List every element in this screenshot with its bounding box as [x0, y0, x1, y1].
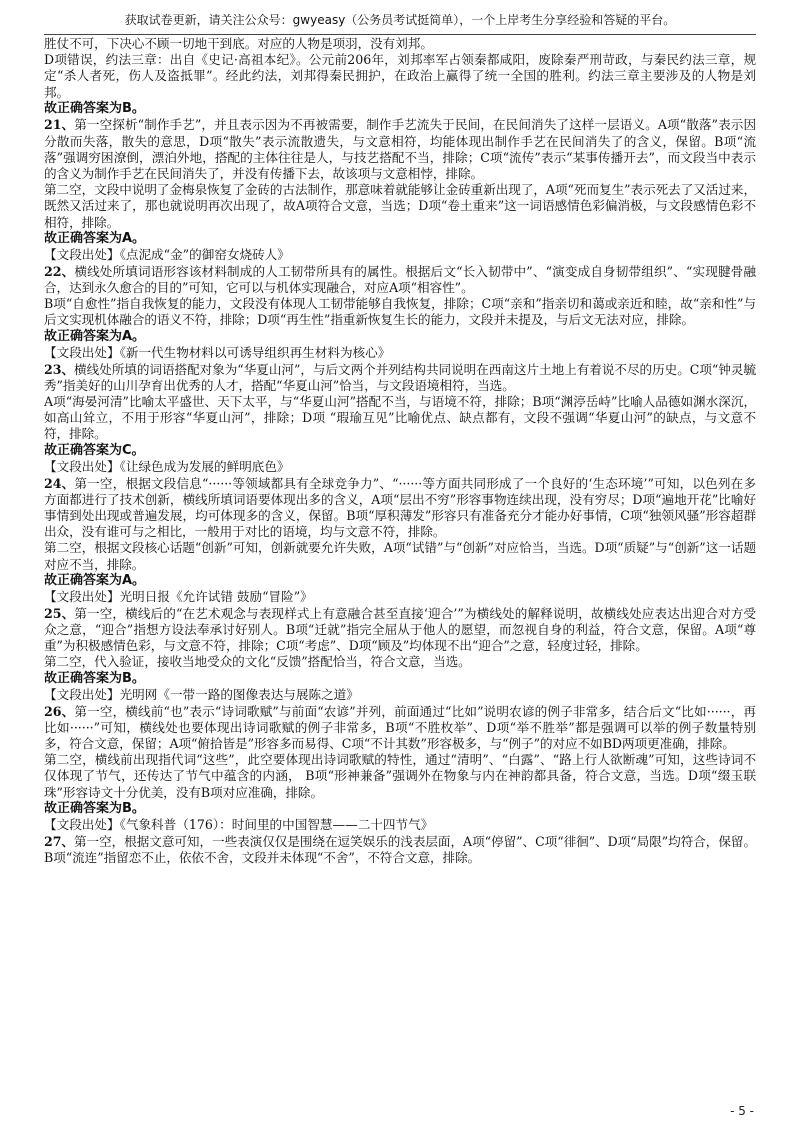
explanation-paragraph [44, 296, 756, 328]
explanation-paragraph [44, 36, 756, 52]
question-paragraph [44, 362, 756, 394]
question-paragraph [44, 264, 756, 296]
question-number: 26、 [44, 703, 75, 719]
explanation-paragraph [44, 394, 756, 443]
answer-line: 故正确答案为B。 [44, 100, 145, 116]
explanation-paragraph [44, 182, 756, 231]
question-number: 23、 [44, 361, 75, 377]
paragraph-text: 第一空，根据文意可知，一些表演仅仅是围绕在逗笑娱乐的浅表层面，A项“停留”、C项“徘徊”、D项“局限”均符合，保留。B项“流连”指留恋不止，依依不舍，文段并未体现“不舍”，不符合文意，排除。 [44, 833, 756, 866]
source-citation: 【文段出处】《让绿色成为发展的鲜明底色》 [44, 459, 290, 475]
question-paragraph [44, 476, 756, 541]
source-citation: 【文段出处】《气象科普（176）：时间里的中国智慧——二十四节气》 [44, 817, 434, 833]
paragraph-text: 第二空，横线前出现指代词“这些”，此空要体现出诗词歌赋的特性，通过“清明”、“白露”、“路上行人欲断魂”可知，这些诗词不仅体现了节气，还传达了节气中蕴含的内涵， B项“形神兼备”强调外在物象与内在神韵都具备，符合文意，当选。D项“缀玉联珠”形容诗文十分优美，没有B项对应准确，排除。 [44, 752, 756, 800]
paragraph-text: 第一空，横线前“也”表示“诗词歌赋”与前面“农谚”并列，前面通过“比如”说明农谚的例子非常多，结合后文“比如······，再比如······”可知，横线处也要体现出诗词歌赋的例子非常多，B项“不胜枚举”、D项“举不胜举”都是强调可以举的例子数量特别多，符合文意，保留；A项“俯拾皆是”形容多而易得、C项“不计其数”形容极多，与“例子”的对应不如BD两项更准确，排除。 [44, 703, 756, 751]
paragraph-text: 第二空，代入验证，接收当地受众的文化“反馈”搭配恰当，符合文意，当选。 [44, 654, 471, 670]
question-number: 21、 [44, 117, 75, 133]
question-number: 27、 [44, 833, 74, 849]
source-citation: 【文段出处】光明网《一带一路的图像表达与展陈之道》 [44, 687, 359, 703]
paragraph-text: A项“海晏河清”比喻太平盛世、天下太平，与“华夏山河”搭配不当，与语境不符，排除；B项“渊渟岳峙”比喻人品德如渊水深沉，如高山耸立，不用于形容“华夏山河”，排除；D项 “瑕瑜互见”比喻优点、缺点都有，文段不强调“华夏山河”的缺点，与文意不符，排除。 [44, 393, 756, 442]
page-header: 获取试卷更新，请关注公众号：gwyeasy（公务员考试挺简单），一个上岸考生分享经验和答疑的平台。 [44, 8, 756, 35]
source-citation: 【文段出处】《新一代生物材料以可诱导组织再生材料为核心》 [44, 345, 391, 361]
question-number: 22、 [44, 263, 75, 279]
paragraph-text: B项“自愈性”指自我恢复的能力，文段没有体现人工韧带能够自我恢复，排除；C项“亲和”指亲切和蔼或亲近和睦，故“亲和性”与后文实现机体融合的语义不符，排除；D项“再生性”指重新恢复生长的能力，文段并未提及，与后文无法对应，排除。 [44, 296, 756, 328]
answer-line: 故正确答案为A。 [44, 572, 146, 588]
source-citation: 【文段出处】光明日报《允许试错 鼓励“冒险”》 [44, 589, 313, 605]
paragraph-text: 第一空，根据文段信息“······等领域都具有全球竞争力”、“······等方面共同形成了一个良好的‘生态环境’”可知，以色列在多方面都进行了技术创新，横线所填词语要体现出多的含义，A项“层出不穷”形容事物连续出现，没有穷尽；D项“遍地开花”比喻好事情到处出现或普遍发展，均可体现多的含义，保留。B项“厚积薄发”形容只有准备充分才能办好事情，C项“独领风骚”形容超群出众，没有谁可与之相比，一般用于对比的语境，均与文意不符，排除。 [44, 475, 756, 540]
explanation-paragraph [44, 752, 756, 801]
answer-line: 故正确答案为B。 [44, 670, 145, 686]
question-paragraph [44, 606, 756, 655]
explanation-paragraph [44, 654, 756, 670]
paragraph-text: D项错误，约法三章：出自《史记·高祖本纪》。公元前206年，刘邦率军占领秦都咸阳，废除秦严刑苛政，与秦民约法三章，规定“杀人者死，伤人及盗抵罪”。经此约法，刘邦得秦民拥护，在政治上赢得了统一全国的胜利。约法三章主要涉及的人物是刘邦。 [44, 52, 756, 100]
source-citation: 【文段出处】《点泥成“金”的御窑女烧砖人》 [44, 247, 290, 263]
document-body [44, 36, 756, 1098]
explanation-paragraph [44, 52, 756, 101]
answer-line: 故正确答案为A。 [44, 328, 146, 344]
answer-line: 故正确答案为B。 [44, 800, 145, 816]
explanation-paragraph [44, 540, 756, 572]
paragraph-text: 第一空探析“制作手艺”，并且表示因为不再被需要，制作手艺流失于民间，在民间消失了这样一层语义。A项“散落”表示因分散而失落，散失的意思，D项“散失”表示流散遗失，与文意相符，均能体现出制作手艺在民间消失了的含义，保留。B项“流落”强调穷困潦倒，漂泊外地，搭配的主体往往是人，与技艺搭配不当，排除；C项“流传”表示“某事传播开去”，而文段当中表示的含义为制作手艺在民间消失了，并没有传播下去，故该项与文意相悖，排除。 [44, 117, 756, 181]
paragraph-text: 横线处所填的词语搭配对象为“华夏山河”，与后文两个并列结构共同说明在西南这片土地上有着说不尽的历史。C项“钟灵毓秀”指美好的山川孕育出优秀的人才，搭配“华夏山河”恰当，与文段语境相符，当选。 [44, 361, 756, 393]
page-number: - 5 - [730, 1104, 754, 1118]
paragraph-text: 胜仗不可，下决心不顾一切地干到底。对应的人物是项羽，没有刘邦。 [44, 36, 433, 51]
paragraph-text: 第一空，横线后的“在艺术观念与表现样式上有意融合甚至直接‘迎合’”为横线处的解释说明，故横线处应表达出迎合对方受众之意，“迎合”指想方设法奉承讨好别人。B项“迁就”指完全屈从于他人的愿望，而忽视自身的利益，符合文意，保留。A项“尊重”为积极感情色彩，与文意不符，排除；C项“考虑”、D项“顾及”均体现不出“迎合”之意，轻度过轻，排除。 [44, 605, 756, 654]
paragraph-text: 第二空，根据文段核心话题“创新”可知，创新就要允许失败，A项“试错”与“创新”对应恰当，当选。D项“质疑”与“创新”这一话题对应不当，排除。 [44, 540, 756, 572]
paragraph-text: 横线处所填词语形容该材料制成的人工韧带所具有的属性。根据后文“长入韧带中”、“演变成自身韧带组织”、“实现腱骨融合，达到永久愈合的目的”可知，它可以与机体实现融合，对应A项“相容性”。 [44, 263, 756, 295]
question-number: 25、 [44, 605, 75, 621]
paragraph-text: 第二空，文段中说明了金梅泉恢复了金砖的古法制作，那意味着就能够让金砖重新出现了，A项“死而复生”表示死去了又活过来，既然又活过来了，那也就说明再次出现了，故A项符合文意，当选；D项“卷土重来”这一词语感情色彩偏消极，与文段感情色彩不相符，排除。 [44, 182, 756, 230]
answer-line: 故正确答案为C。 [44, 442, 145, 458]
question-number: 24、 [44, 475, 75, 491]
question-paragraph [44, 117, 756, 182]
question-paragraph [44, 704, 756, 753]
question-paragraph [44, 834, 756, 866]
answer-line: 故正确答案为A。 [44, 230, 146, 246]
